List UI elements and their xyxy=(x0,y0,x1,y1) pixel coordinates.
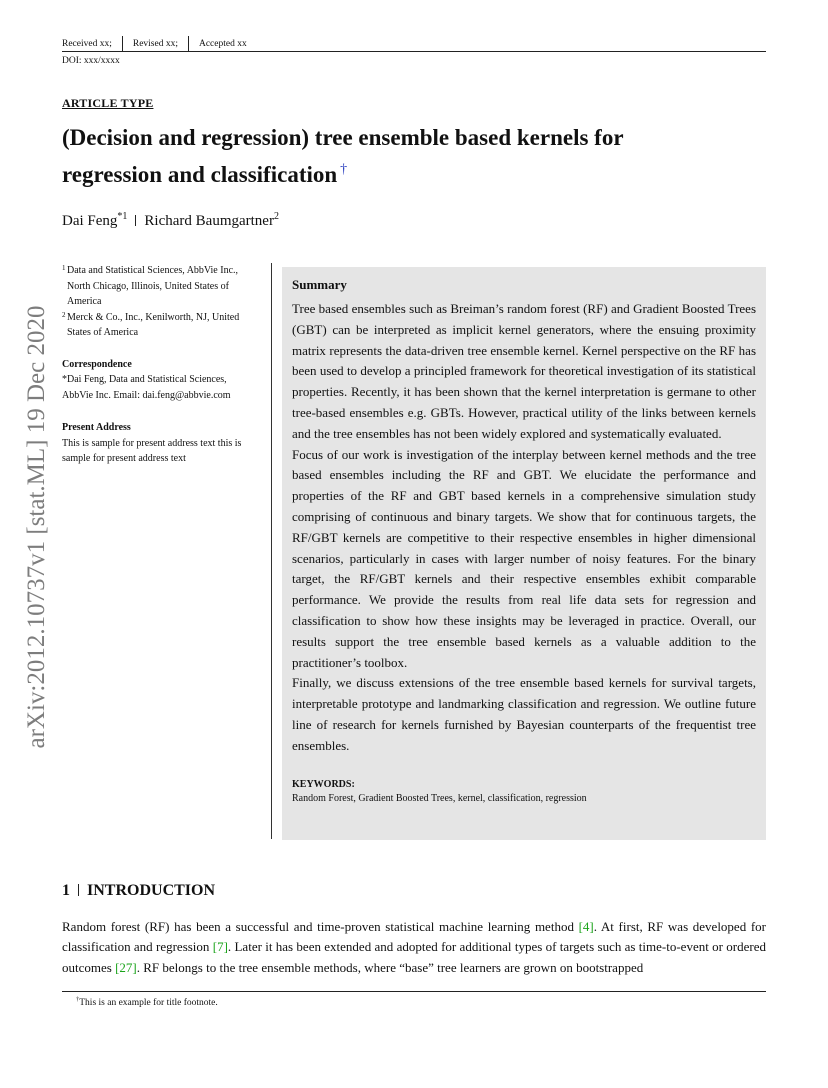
present-address-heading: Present Address xyxy=(62,422,131,433)
author-name: Dai Feng xyxy=(62,213,118,229)
title-line-1: (Decision and regression) tree ensemble based kernels for xyxy=(62,125,624,150)
present-address-line: This is sample for present address text this is xyxy=(62,437,242,449)
summary-box xyxy=(282,267,766,840)
section-heading xyxy=(62,882,215,900)
article-type: ARTICLE TYPE xyxy=(62,96,154,110)
affiliation xyxy=(62,263,268,310)
summary-heading: Summary xyxy=(292,277,347,292)
summary-paragraph: Tree based ensembles such as Breiman’s random forest (RF) and Gradient Boosted Trees (GBT) can be interpreted as implicit kernel generators, where the ensuing proximity matrix represents the data-driven tree ensemble kernel. Kernel perspective on the RF has been used to develop a principled framework for theoretical investigation of its statistical properties. Recently, it has been shown that the kernel interpretation is germane to other tree-based ensembles e.g. GBTs. However, practical utility of the links between kernels and the tree ensembles has not been widely explored and systematically evaluated. xyxy=(292,301,756,441)
citation-link[interactable]: [27] xyxy=(115,959,137,975)
affiliation-line: Merck & Co., Inc., Kenilworth, NJ, United xyxy=(67,311,240,323)
affiliation-line: States of America xyxy=(67,327,139,338)
keywords: Random Forest, Gradient Boosted Trees, kernel, classification, regression xyxy=(292,792,587,804)
author-affiliation-mark: 2 xyxy=(273,211,279,222)
footnote-mark: † xyxy=(76,996,80,1003)
paper-title xyxy=(62,122,762,191)
column-divider xyxy=(271,263,272,839)
affiliation-line: America xyxy=(67,296,102,307)
correspondence-heading: Correspondence xyxy=(62,358,132,370)
present-address-line: sample for present address text xyxy=(62,453,186,464)
affiliation-number: 1 xyxy=(62,264,66,272)
title-footnote-mark[interactable]: † xyxy=(340,162,348,177)
left-column xyxy=(62,263,268,467)
affiliation xyxy=(62,310,268,341)
title-line-2 xyxy=(62,154,762,191)
affiliation-line: Data and Statistical Sciences, AbbVie Inc., xyxy=(67,265,239,276)
author-name: Richard Baumgartner xyxy=(144,213,274,229)
author-affiliation-mark: *1 xyxy=(117,211,128,222)
footnote-text: This is an example for title footnote. xyxy=(79,998,218,1009)
section-title: INTRODUCTION xyxy=(87,882,216,899)
citation-link[interactable]: [4] xyxy=(578,919,594,934)
keywords-heading: KEYWORDS: xyxy=(292,778,355,790)
correspondence-line: *Dai Feng, Data and Statistical Sciences, xyxy=(62,374,227,385)
introduction-paragraph xyxy=(62,917,766,978)
journal-header xyxy=(62,36,257,52)
author-separator xyxy=(135,215,136,226)
summary-paragraph: Finally, we discuss extensions of the tree ensemble based kernels for survival targets, interpretable prototype and landmarking classification and regression. We outline future line of research for kernels furnished by Bayesian counterparts of the frequentist tree ensembles. xyxy=(292,675,756,753)
received-date: Received xx; xyxy=(62,39,112,49)
title-line-2-text: regression and classification xyxy=(62,162,338,187)
intro-text: . At first, RF was developed for classification and regression xyxy=(62,919,766,955)
affiliation-line: North Chicago, Illinois, United States of xyxy=(67,280,229,292)
doi: DOI: xxx/xxxx xyxy=(62,56,120,66)
author-list xyxy=(62,211,279,230)
correspondence-line: AbbVie Inc. Email: dai.feng@abbvie.com xyxy=(62,389,231,401)
affiliation-number: 2 xyxy=(62,310,66,319)
intro-text: Random forest (RF) has been a successful and time-proven statistical machine learning method xyxy=(62,919,579,934)
footnote xyxy=(76,996,218,1008)
revised-date: Revised xx; xyxy=(132,39,178,49)
section-number: 1 xyxy=(62,882,70,899)
intro-text: . Later it has been extended and adopted for additional types of targets such as time-to-event or ordered outcomes xyxy=(62,939,766,975)
accepted-date: Accepted xx xyxy=(198,39,247,49)
arxiv-stamp: arXiv:2012.10737v1 [stat.ML] 19 Dec 2020 xyxy=(23,305,50,749)
header-rule xyxy=(62,51,766,52)
footnote-rule xyxy=(62,991,766,992)
summary-paragraph: Focus of our work is investigation of the interplay between kernel methods and the tree based ensembles including the RF and GBT. We elucidate the performance and properties of the RF and GBT based kernels in a comprehensive simulation study comprising of continuous and binary targets. We show that for continuous targets, the RF/GBT kernels are competitive to their respective ensembles in higher dimensional scenarios, particularly in cases with larger number of noisy features. For the binary target, the RF/GBT kernels and their respective ensembles exhibit comparable performance. We provide the results from real life data sets for regression and classification to show how these insights may be leveraged in practice. Overall, our results support the tree ensemble based kernels as a valuable addition to the practitioner’s toolbox. xyxy=(292,446,756,670)
intro-text: . RF belongs to the tree ensemble methods, where “base” tree learners are grown on bootstrapped xyxy=(136,959,644,975)
citation-link[interactable]: [7] xyxy=(212,939,228,955)
section-separator xyxy=(78,884,79,896)
